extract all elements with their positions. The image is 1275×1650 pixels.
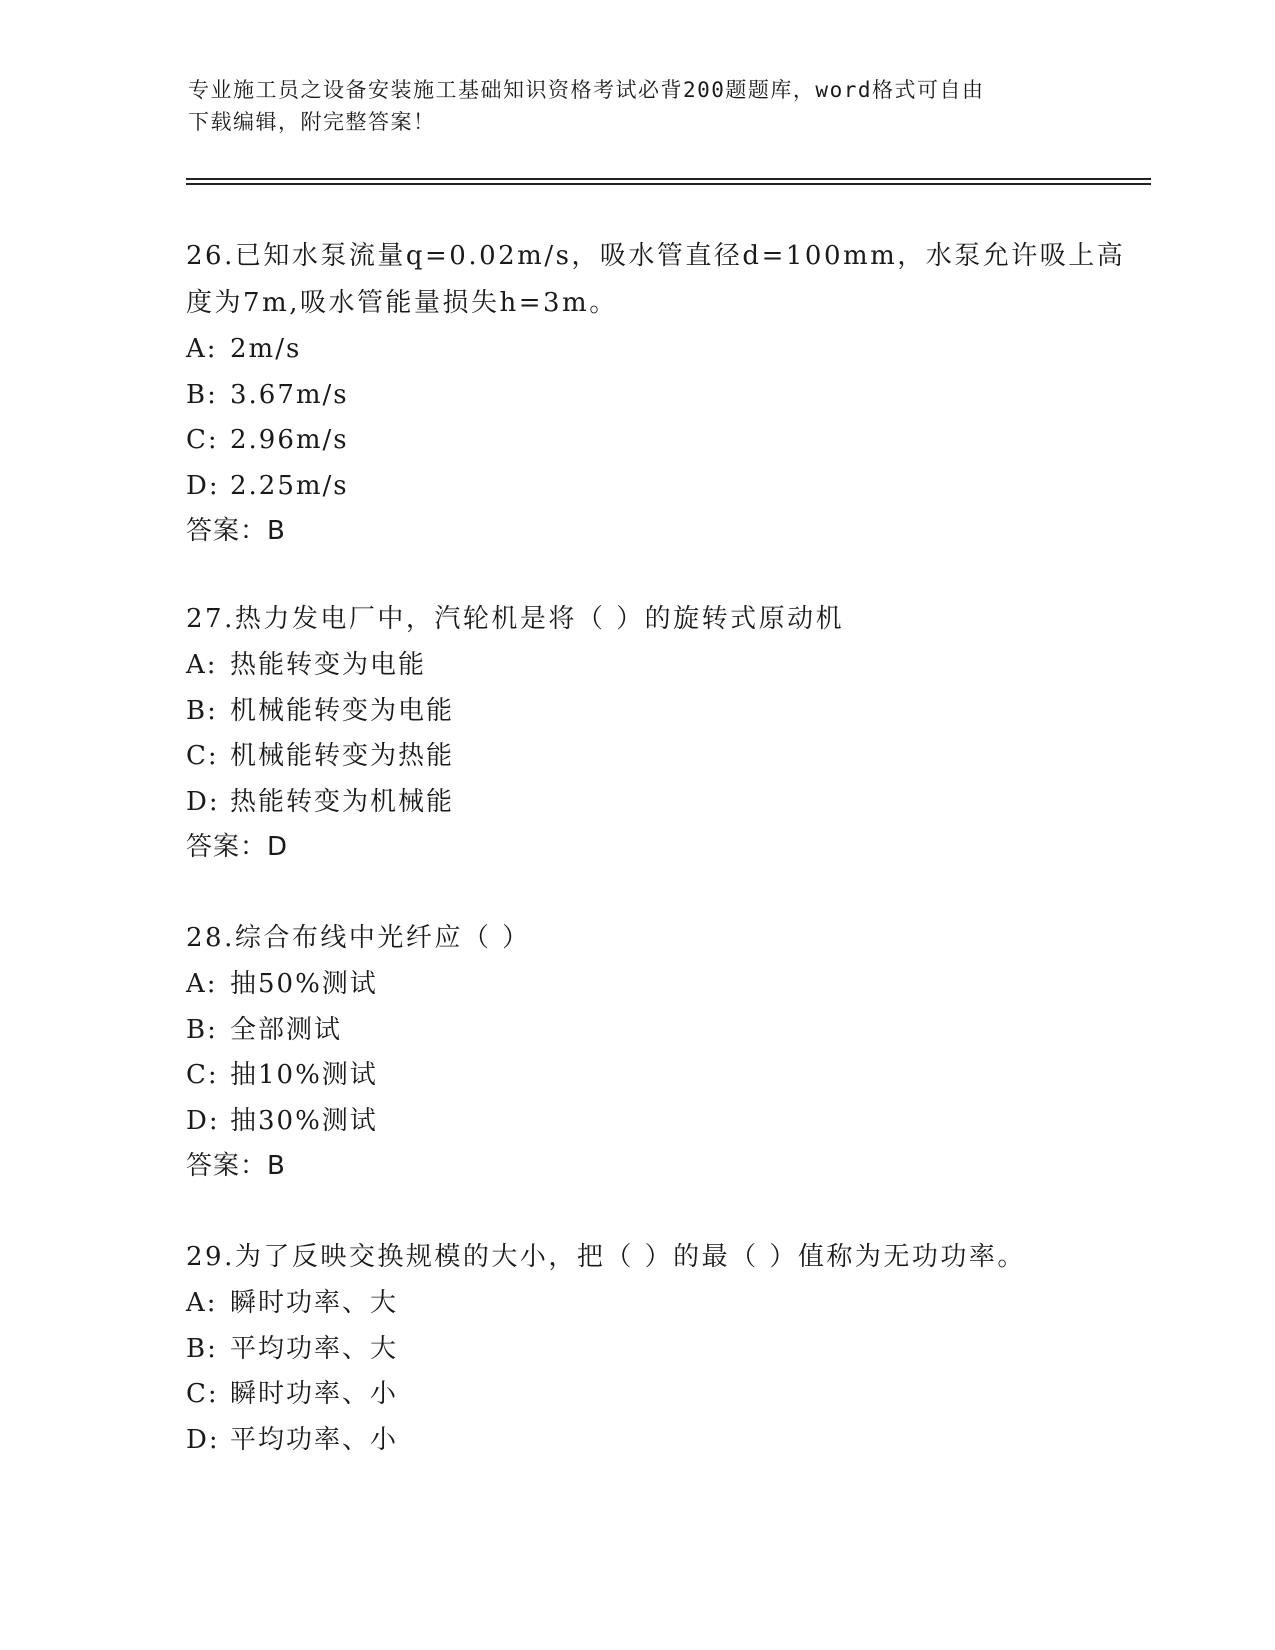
question-stem	[186, 1234, 1086, 1281]
option-key: B:	[186, 1333, 218, 1364]
question-28	[186, 915, 1086, 1189]
option-key: D:	[186, 470, 220, 501]
question-27	[186, 596, 1086, 870]
option-key: B:	[186, 1014, 218, 1045]
option-key: A:	[186, 1288, 218, 1318]
option-key: C:	[186, 1379, 219, 1409]
option-text: 3.67m/s	[230, 379, 349, 410]
header-line-2: 下载编辑，附完整答案！	[188, 110, 436, 134]
option-text: 2.96m/s	[230, 425, 349, 455]
question-stem-line: 28.综合布线中光纤应（ ）	[186, 923, 531, 953]
option-key: C:	[186, 425, 219, 455]
option-key: B:	[186, 695, 218, 726]
option-b	[186, 373, 1086, 419]
question-26	[186, 233, 1126, 554]
option-key: D:	[186, 1424, 220, 1455]
option-text: 热能转变为电能	[230, 650, 427, 680]
option-text: 抽50%测试	[230, 969, 378, 999]
option-text: 抽10%测试	[230, 1060, 378, 1090]
option-d	[186, 1418, 1086, 1464]
option-text: 抽30%测试	[230, 1105, 378, 1136]
option-key: A:	[186, 969, 218, 999]
question-stem	[186, 915, 1086, 962]
option-c	[186, 734, 1086, 780]
answer-text: 答案：B	[186, 516, 286, 546]
option-c	[186, 1372, 1086, 1418]
answer-text: 答案：B	[186, 1151, 286, 1181]
question-stem-line: 26.已知水泵流量q=0.02m/s，吸水管直径d=100mm，水泵允许吸上高	[186, 241, 1126, 271]
header-divider-top	[186, 178, 1151, 180]
option-text: 瞬时功率、小	[230, 1379, 399, 1409]
option-d	[186, 780, 1086, 826]
option-b	[186, 1008, 1086, 1054]
option-text: 全部测试	[230, 1014, 343, 1045]
question-stem-line: 度为7m,吸水管能量损失h=3m。	[186, 288, 618, 318]
option-text: 机械能转变为电能	[230, 695, 455, 726]
option-key: A:	[186, 650, 218, 680]
option-a	[186, 962, 1086, 1008]
option-a	[186, 327, 1086, 373]
answer-text: 答案：D	[186, 832, 289, 862]
option-c	[186, 1053, 1086, 1099]
option-c	[186, 418, 1086, 464]
question-stem-line: 29.为了反映交换规模的大小，把（ ）的最（ ）值称为无功功率。	[186, 1242, 1026, 1272]
question-stem-line: 27.热力发电厂中，汽轮机是将（ ）的旋转式原动机	[186, 604, 845, 634]
question-stem	[186, 596, 1086, 643]
question-29	[186, 1234, 1086, 1463]
option-text: 2m/s	[230, 334, 302, 364]
option-d	[186, 1099, 1086, 1145]
question-stem	[186, 233, 1126, 327]
option-key: D:	[186, 1105, 220, 1136]
document-header	[188, 74, 1088, 138]
option-text: 机械能转变为热能	[230, 741, 455, 771]
option-b	[186, 1327, 1086, 1373]
option-a	[186, 643, 1086, 689]
option-text: 2.25m/s	[230, 470, 349, 501]
option-key: B:	[186, 379, 218, 410]
header-divider-bottom	[186, 183, 1151, 185]
option-text: 平均功率、小	[230, 1424, 399, 1455]
option-b	[186, 689, 1086, 735]
option-text: 热能转变为机械能	[230, 786, 455, 817]
option-d	[186, 464, 1086, 510]
option-key: A:	[186, 334, 218, 364]
option-key: C:	[186, 1060, 219, 1090]
option-a	[186, 1281, 1086, 1327]
option-key: C:	[186, 741, 219, 771]
option-text: 平均功率、大	[230, 1333, 399, 1364]
option-text: 瞬时功率、大	[230, 1288, 399, 1318]
header-line-1: 专业施工员之设备安装施工基础知识资格考试必背200题题库，word格式可自由	[188, 78, 985, 102]
option-key: D:	[186, 786, 220, 817]
